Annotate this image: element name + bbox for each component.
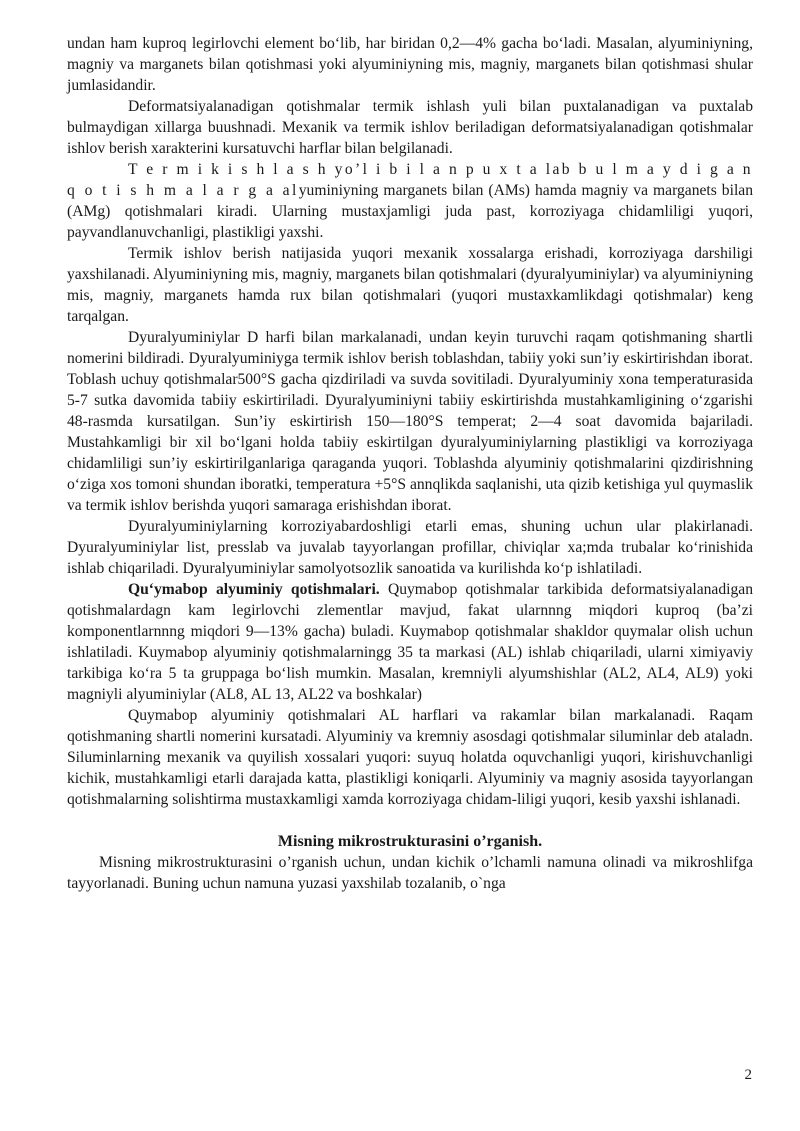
paragraph-3: [67, 159, 753, 243]
spaced-lead-text: T e r m i k i s h l a s h yo’l i b i l a n p u x t a lab b u l m a y d i g a n q o t i s h m a l a r g a al: [67, 161, 753, 199]
paragraph-5: Dyuralyuminiylar D harfi bilan markalanadi, undan keyin turuvchi raqam qotishmaning shartli nomerini bildiradi. Dyuralyuminiyga termik ishlov berish toblashdan, tabiiy yoki sun’iy eskirtirishdan iborat. Toblash uchuy qotishmalar500°S gacha qizdiriladi va suvda sovitiladi. Dyuralyuminiy xona temperaturasida 5-7 sutka davomida tabiiy eskirtiriladi. Dyuralyuminiyni tabiiy eskirtirishda mustahkamligining o‘zgarishi 48-rasmda kursatilgan. Sun’iy eskirtirish 150—180°S temperat; 2—4 soat davomida bajariladi. Mustahkamligi bir xil bo‘lgani holda tabiiy eskirtilgan dyuralyuminiylarning plastikligi va korroziyaga chidamliligi sun’iy eskirtirilganlariga qaraganda yuqori. Toblashda alyuminiy qotishmalarini qizdirishning o‘ziga xos tomoni shundan iboratki, temperatura +5°S annqlikda saqlanishi, uta qizib ketishiga yul quymaslik va termik ishlov berishda yuqori samaraga erishishdan iborat.: [67, 329, 753, 514]
page-number: 2: [744, 1067, 752, 1083]
paragraph-9: Misning mikrostrukturasini o’rganish uchun, undan kichik o’lchamli namuna olinadi va mikroshlifga tayyorlanadi. Buning uchun namuna yuzasi yaxshilab tozalanib, o`nga: [67, 854, 753, 892]
paragraph-2: Deformatsiyalanadigan qotishmalar termik ishlash yuli bilan puxtalanadigan va puxtalab bulmaydigan xillarga buushnadi. Mexanik va termik ishlov beriladigan deformatsiyalanadigan qotishmalar ishlov berish xarakterini kursatuvchi harflar bilan belgilanadi.: [67, 98, 753, 157]
paragraph-1: undan ham kuproq legirlovchi element bo‘lib, har biridan 0,2—4% gacha bo‘ladi. Masalan, alyuminiyning, magniy va marganets bilan qotishmasi yoki alyuminiyning mis, magniy, marganets bilan qotishmasi shular jumlasidandir.: [67, 35, 753, 94]
paragraph-8: Quymabop alyuminiy qotishmalari AL harflari va rakamlar bilan markalanadi. Raqam qotishmaning shartli nomerini kursatadi. Alyuminiy va kremniy asosdagi qotishmalar siluminlar deb ataladn. Siluminlarning mexanik va quyilish xossalari yuqori: suyuq holatda oquvchanligi yuqori, kirishuvchanligi kichik, mustahkamligi etarli darajada katta, plastikligi koniqarli. Alyuminiy va magniy asosida tayyorlangan qotishmalarning solishtirma mustaxkamligi xamda korroziyaga chidam-liligi yuqori, kesib yaxshi ishlanadi.: [67, 707, 753, 808]
paragraph-7-body: Quymabop qotishmalar tarkibida deformatsiyalanadigan qotishmalardagn kam legirlovchi zlementlar mavjud, fakat ularnnng miqdori kuproq (ba’zi komponentlarnnng miqdori 9—13% gacha) buladi. Kuymabop qotishmalar shakldor quymalar olish uchun ishlatiladi. Kuymabop alyuminiy qotishmalarningg 35 ta markasi (AL) ishlab chiqariladi, ularni ximiyaviy tarkibiga ko‘ra 5 ta gruppaga bo‘lish mumkin. Masalan, kremniyli alyumshishlar (AL2, AL4, AL9) yoki magniyli alyuminiylar (AL8, AL 13, AL22 va boshkalar): [67, 581, 754, 703]
bold-lead-text: Qu‘ymabop alyuminiy qotishmalari.: [128, 581, 380, 598]
paragraph-4: Termik ishlov berish natijasida yuqori mexanik xossalarga erishadi, korroziyaga darshiligi yaxshilanadi. Alyuminiyning mis, magniy, marganets bilan qotishmalari (dyuralyuminiylar) va alyuminiyning mis, magniy, marganets hamda rux bilan qotishmalari (yuqori mustaxkamlikdagi qotishmalar) keng tarqalgan.: [67, 245, 753, 325]
paragraph-7: [67, 579, 753, 705]
paragraph-6: Dyuralyuminiylarning korroziyabardoshligi etarli emas, shuning uchun ular plakirlanadi. Dyuralyuminiylar list, presslab va juvalab tayyorlangan profillar, chiviqlar xa;mda trubalar ko‘rinishida ishlab chiqariladi. Dyuralyuminiylar samolyotsozlik sanoatida va kurilishda ko‘p ishlatiladi.: [67, 518, 753, 577]
document-page: [67, 33, 753, 894]
paragraph-3-body: yuminiyning marganets bilan (AMs) hamda magniy va marganets bilan (AMg) qotishmalari kiradi. Ularning mustaxjamligi juda past, korroziyaga chidamliligi yuqori, payvandlanuvchanligi, plastikligi yaxshi.: [67, 182, 753, 241]
section-heading: Misning mikrostrukturasini o’rganish.: [277, 833, 543, 850]
